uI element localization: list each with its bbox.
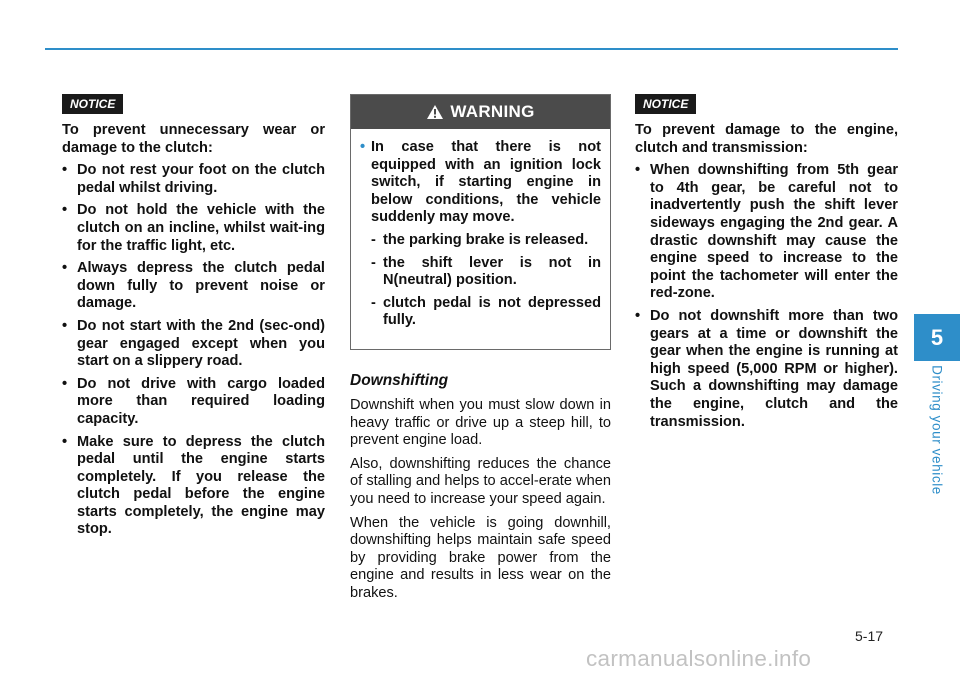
warning-item-text: clutch pedal is not depressed fully. — [383, 294, 601, 329]
warning-header — [351, 95, 610, 129]
bullet-text: When downshifting from 5th gear to 4th gear, be careful not to inadvertently push the shift lever sideways engaging the 2nd gear. A drastic downshift may cause the engine speed to increase to the point the tachometer will enter the red-zone. — [650, 162, 898, 302]
warning-bullet-text: In case that there is not equipped with an ignition lock switch, if starting engine in below conditions, the vehicle suddenly may move. — [371, 139, 601, 226]
bullet-text: Do not rest your foot on the clutch pedal whilst driving. — [77, 162, 325, 196]
left-notice-intro: To prevent unnecessary wear or damage to the clutch: — [62, 122, 325, 156]
list-item: • When downshifting from 5th gear to 4th gear, be careful not to inadvertently push the shift lever sideways engaging the 2nd gear. A drastic downshift may cause the engine speed to increase to the point the tachometer will enter the red-zone. — [635, 162, 898, 302]
warning-item-text: the shift lever is not in N(neutral) position. — [383, 254, 601, 289]
list-item: • Do not hold the vehicle with the clutch on an incline, whilst wait-ing for the traffic light, etc. — [62, 202, 325, 254]
left-notice-body — [62, 122, 325, 539]
warning-bullet: • In case that there is not equipped with an ignition lock switch, if starting engine in below conditions, the vehicle suddenly may move. — [360, 139, 601, 226]
list-item: • Always depress the clutch pedal down fully to prevent noise or damage. — [62, 260, 325, 312]
list-item: • Do not rest your foot on the clutch pedal whilst driving. — [62, 162, 325, 196]
chapter-tab: 5 — [914, 314, 960, 361]
watermark: carmanualsonline.info — [586, 646, 812, 671]
right-notice-intro: To prevent damage to the engine, clutch and transmission: — [635, 122, 898, 156]
bullet-text: Do not start with the 2nd (sec-ond) gear engaged except when you start on a slippery road. — [77, 317, 325, 370]
warning-triangle-icon — [426, 104, 444, 120]
chapter-title: Driving your vehicle — [929, 365, 945, 495]
list-item: - clutch pedal is not depressed fully. — [371, 294, 601, 329]
top-rule — [45, 48, 898, 50]
list-item: - the parking brake is released. — [371, 232, 601, 250]
notice-badge-right: NOTICE — [635, 94, 696, 114]
bullet-text: Make sure to depress the clutch pedal until the engine starts completely. If you release the clutch pedal before the engine starts completely, the engine may stop. — [77, 433, 325, 538]
bullet-text: Do not downshift more than two gears at a time or downshift the gear when the engine is running at high speed (5,000 RPM or higher). Such a downshifting may damage the engine, clutch and the transmission. — [650, 307, 898, 430]
bullet-text: Do not hold the vehicle with the clutch on an incline, whilst wait-ing for the traffic light, etc. — [77, 202, 325, 254]
list-item: • Make sure to depress the clutch pedal until the engine starts completely. If you release the clutch pedal before the engine starts completely, the engine may stop. — [62, 433, 325, 538]
list-item: • Do not start with the 2nd (sec-ond) gear engaged except when you start on a slippery road. — [62, 317, 325, 370]
bullet-text: Do not drive with cargo loaded more than required loading capacity. — [77, 375, 325, 427]
warning-body — [351, 129, 610, 330]
bullet-text: Always depress the clutch pedal down fully to prevent noise or damage. — [77, 260, 325, 312]
paragraph: When the vehicle is going downhill, downshifting helps maintain safe speed by providing brake power from the engine and results in less wear on the brakes. — [350, 514, 611, 601]
notice-badge-left: NOTICE — [62, 94, 123, 114]
warning-item-text: the parking brake is released. — [383, 231, 589, 248]
warning-title: WARNING — [450, 102, 535, 121]
list-item: • Do not downshift more than two gears at a time or downshift the gear when the engine is running at high speed (5,000 RPM or higher). Such a downshifting may damage the engine, clutch and the transmission. — [635, 307, 898, 430]
list-item: - the shift lever is not in N(neutral) position. — [371, 254, 601, 289]
page-number: 5-17 — [855, 628, 884, 644]
paragraph: Also, downshifting reduces the chance of stalling and helps to accel-erate when you need to increase your speed again. — [350, 455, 611, 507]
list-item: • Do not drive with cargo loaded more than required loading capacity. — [62, 375, 325, 427]
section-heading: Downshifting — [350, 372, 449, 389]
downshifting-section — [350, 372, 611, 609]
right-notice-body — [635, 122, 898, 431]
warning-box — [350, 94, 611, 350]
paragraph: Downshift when you must slow down in heavy traffic or drive up a steep hill, to prevent engine load. — [350, 397, 611, 449]
